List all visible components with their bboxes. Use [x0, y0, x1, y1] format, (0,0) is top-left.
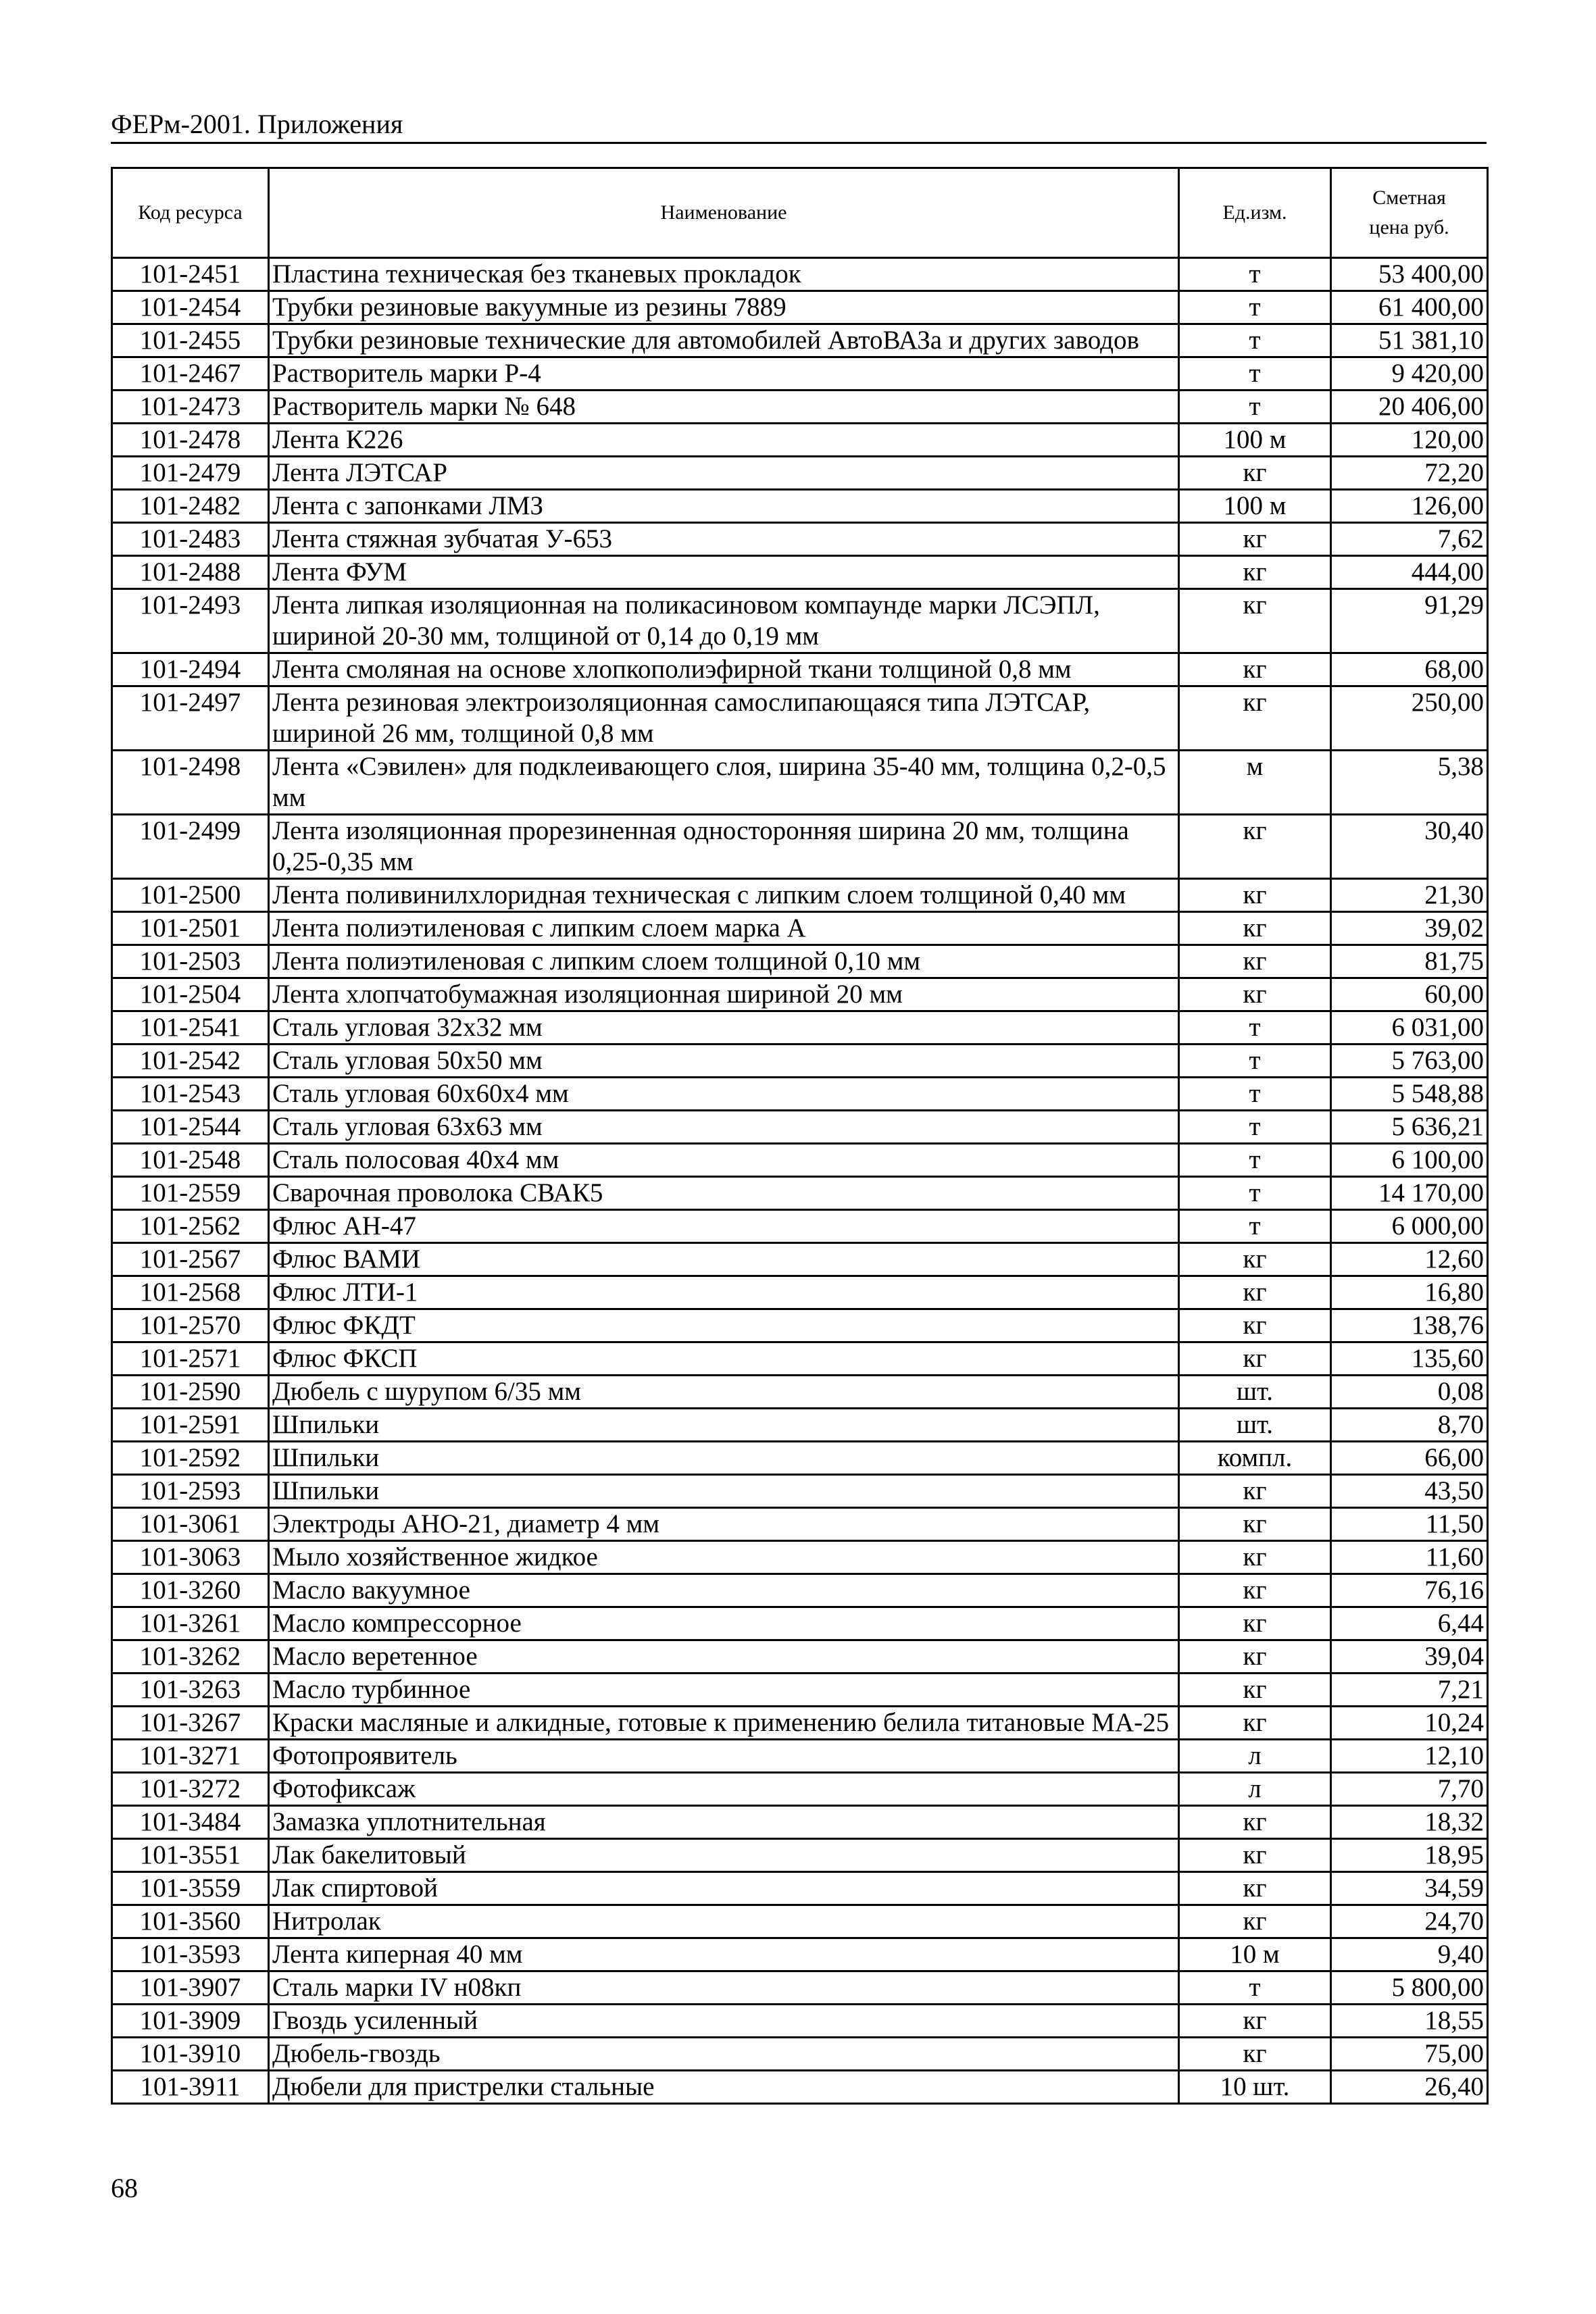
- estimated-price-cell: 18,95: [1331, 1839, 1488, 1872]
- estimated-price-cell: 18,32: [1331, 1806, 1488, 1839]
- unit-cell: кг: [1179, 815, 1331, 879]
- estimated-price-cell: 5 800,00: [1331, 1971, 1488, 2005]
- resource-name-cell: Трубки резиновые вакуумные из резины 7889: [269, 291, 1179, 324]
- unit-cell: кг: [1179, 686, 1331, 751]
- resource-code-cell: 101-2544: [112, 1111, 269, 1144]
- unit-cell: кг: [1179, 589, 1331, 653]
- table-row: [112, 556, 1488, 589]
- resource-code-cell: 101-2494: [112, 653, 269, 686]
- resource-code-cell: 101-2570: [112, 1309, 269, 1342]
- table-row: [112, 2071, 1488, 2104]
- unit-cell: кг: [1179, 457, 1331, 490]
- resource-code-cell: 101-2473: [112, 391, 269, 424]
- unit-cell: т: [1179, 1045, 1331, 1078]
- resource-code-cell: 101-3272: [112, 1773, 269, 1806]
- resource-code-cell: 101-2559: [112, 1177, 269, 1210]
- resource-code-cell: 101-2451: [112, 258, 269, 291]
- unit-cell: кг: [1179, 556, 1331, 589]
- table-row: [112, 1740, 1488, 1773]
- resource-code-cell: 101-3910: [112, 2038, 269, 2071]
- resource-name-cell: Шпильки: [269, 1442, 1179, 1475]
- resource-code-cell: 101-2543: [112, 1078, 269, 1111]
- estimated-price-cell: 9,40: [1331, 1938, 1488, 1971]
- table-row: [112, 1210, 1488, 1243]
- table-row: [112, 1674, 1488, 1707]
- table-row: [112, 1773, 1488, 1806]
- page-number: 68: [111, 2173, 138, 2203]
- unit-cell: кг: [1179, 523, 1331, 556]
- estimated-price-cell: 9 420,00: [1331, 357, 1488, 391]
- resource-name-cell: Лак бакелитовый: [269, 1839, 1179, 1872]
- table-row: [112, 1541, 1488, 1574]
- resource-code-cell: 101-3560: [112, 1905, 269, 1938]
- resource-code-cell: 101-2501: [112, 912, 269, 945]
- resource-name-cell: Шпильки: [269, 1475, 1179, 1508]
- unit-cell: т: [1179, 291, 1331, 324]
- resource-name-cell: Дюбели для пристрелки стальные: [269, 2071, 1179, 2104]
- resource-name-cell: Лента хлопчатобумажная изоляционная шириной 20 мм: [269, 978, 1179, 1011]
- table-row: [112, 1276, 1488, 1309]
- estimated-price-cell: 76,16: [1331, 1574, 1488, 1607]
- resource-code-cell: 101-3262: [112, 1640, 269, 1674]
- resource-name-cell: Сварочная проволока СВАК5: [269, 1177, 1179, 1210]
- unit-cell: т: [1179, 1111, 1331, 1144]
- resource-code-cell: 101-3267: [112, 1707, 269, 1740]
- table-row: [112, 1806, 1488, 1839]
- unit-cell: кг: [1179, 1541, 1331, 1574]
- estimated-price-cell: 250,00: [1331, 686, 1488, 751]
- resource-name-cell: Лак спиртовой: [269, 1872, 1179, 1905]
- resource-name-cell: Лента «Сэвилен» для подклеивающего слоя, ширина 35-40 мм, толщина 0,2-0,5 мм: [269, 751, 1179, 815]
- table-row: [112, 1475, 1488, 1508]
- unit-cell: шт.: [1179, 1409, 1331, 1442]
- unit-cell: кг: [1179, 1574, 1331, 1607]
- table-row: [112, 1574, 1488, 1607]
- unit-cell: кг: [1179, 1243, 1331, 1276]
- table-row: [112, 686, 1488, 751]
- table-row: [112, 1607, 1488, 1640]
- resource-name-cell: Фотофиксаж: [269, 1773, 1179, 1806]
- resource-code-cell: 101-2478: [112, 424, 269, 457]
- unit-cell: кг: [1179, 653, 1331, 686]
- table-row: [112, 1177, 1488, 1210]
- resource-code-cell: 101-2590: [112, 1376, 269, 1409]
- table-row: [112, 523, 1488, 556]
- resource-name-cell: Лента с запонками ЛМЗ: [269, 490, 1179, 523]
- resource-name-cell: Сталь угловая 32х32 мм: [269, 1011, 1179, 1045]
- resource-name-cell: Флюс АН-47: [269, 1210, 1179, 1243]
- resource-name-cell: Лента полиэтиленовая с липким слоем марка А: [269, 912, 1179, 945]
- resource-code-cell: 101-2454: [112, 291, 269, 324]
- table-row: [112, 1243, 1488, 1276]
- estimated-price-cell: 7,21: [1331, 1674, 1488, 1707]
- estimated-price-cell: 66,00: [1331, 1442, 1488, 1475]
- resource-code-cell: 101-2593: [112, 1475, 269, 1508]
- table-row: [112, 1938, 1488, 1971]
- table-row: [112, 1872, 1488, 1905]
- estimated-price-cell: 6 031,00: [1331, 1011, 1488, 1045]
- resource-name-cell: Фотопроявитель: [269, 1740, 1179, 1773]
- estimated-price-cell: 126,00: [1331, 490, 1488, 523]
- resource-name-cell: Сталь марки IV н08кп: [269, 1971, 1179, 2005]
- unit-cell: 10 м: [1179, 1938, 1331, 1971]
- estimated-price-cell: 10,24: [1331, 1707, 1488, 1740]
- table-row: [112, 879, 1488, 912]
- resource-name-cell: Шпильки: [269, 1409, 1179, 1442]
- estimated-price-cell: 43,50: [1331, 1475, 1488, 1508]
- unit-cell: т: [1179, 258, 1331, 291]
- resource-name-cell: Масло вакуумное: [269, 1574, 1179, 1607]
- resource-code-cell: 101-2500: [112, 879, 269, 912]
- estimated-price-cell: 11,50: [1331, 1508, 1488, 1541]
- resource-name-cell: Лента резиновая электроизоляционная самослипающаяся типа ЛЭТСАР, шириной 26 мм, толщиной 0,8 мм: [269, 686, 1179, 751]
- resource-code-cell: 101-2488: [112, 556, 269, 589]
- estimated-price-cell: 24,70: [1331, 1905, 1488, 1938]
- estimated-price-cell: 30,40: [1331, 815, 1488, 879]
- resource-name-cell: Сталь угловая 50х50 мм: [269, 1045, 1179, 1078]
- resource-code-cell: 101-2591: [112, 1409, 269, 1442]
- resource-name-cell: Нитролак: [269, 1905, 1179, 1938]
- resource-name-cell: Лента изоляционная прорезиненная односторонняя ширина 20 мм, толщина 0,25-0,35 мм: [269, 815, 1179, 879]
- resource-code-cell: 101-3271: [112, 1740, 269, 1773]
- unit-cell: кг: [1179, 1707, 1331, 1740]
- resource-name-cell: Сталь угловая 60х60х4 мм: [269, 1078, 1179, 1111]
- resource-name-cell: Дюбель-гвоздь: [269, 2038, 1179, 2071]
- unit-cell: л: [1179, 1773, 1331, 1806]
- resource-name-cell: Лента липкая изоляционная на поликасиновом компаунде марки ЛСЭПЛ, шириной 20-30 мм, толщиной от 0,14 до 0,19 мм: [269, 589, 1179, 653]
- resource-code-cell: 101-3063: [112, 1541, 269, 1574]
- table-row: [112, 1442, 1488, 1475]
- resource-code-cell: 101-2503: [112, 945, 269, 978]
- table-row: [112, 2038, 1488, 2071]
- resource-name-cell: Растворитель марки Р-4: [269, 357, 1179, 391]
- unit-cell: кг: [1179, 1905, 1331, 1938]
- estimated-price-cell: 72,20: [1331, 457, 1488, 490]
- table-row: [112, 457, 1488, 490]
- resource-code-cell: 101-3484: [112, 1806, 269, 1839]
- resource-name-cell: Масло веретенное: [269, 1640, 1179, 1674]
- resource-code-cell: 101-3263: [112, 1674, 269, 1707]
- unit-cell: кг: [1179, 1607, 1331, 1640]
- table-row: [112, 912, 1488, 945]
- resource-code-cell: 101-2504: [112, 978, 269, 1011]
- table-row: [112, 391, 1488, 424]
- header-rule: [111, 142, 1487, 144]
- table-row: [112, 1144, 1488, 1177]
- unit-cell: кг: [1179, 945, 1331, 978]
- resource-code-cell: 101-3593: [112, 1938, 269, 1971]
- resource-code-cell: 101-2493: [112, 589, 269, 653]
- unit-cell: кг: [1179, 2038, 1331, 2071]
- running-header: ФЕРм-2001. Приложения: [111, 109, 403, 139]
- estimated-price-cell: 6 000,00: [1331, 1210, 1488, 1243]
- estimated-price-cell: 34,59: [1331, 1872, 1488, 1905]
- resource-code-cell: 101-3261: [112, 1607, 269, 1640]
- unit-cell: м: [1179, 751, 1331, 815]
- resource-name-cell: Лента смоляная на основе хлопкополиэфирной ткани толщиной 0,8 мм: [269, 653, 1179, 686]
- resource-name-cell: Масло компрессорное: [269, 1607, 1179, 1640]
- table-row: [112, 1508, 1488, 1541]
- estimated-price-cell: 8,70: [1331, 1409, 1488, 1442]
- estimated-price-cell: 0,08: [1331, 1376, 1488, 1409]
- unit-cell: кг: [1179, 2005, 1331, 2038]
- unit-cell: 10 шт.: [1179, 2071, 1331, 2104]
- resource-name-cell: Лента полиэтиленовая с липким слоем толщиной 0,10 мм: [269, 945, 1179, 978]
- estimated-price-cell: 53 400,00: [1331, 258, 1488, 291]
- column-header-name: Наименование: [269, 168, 1179, 258]
- resource-name-cell: Трубки резиновые технические для автомобилей АвтоВАЗа и других заводов: [269, 324, 1179, 357]
- resource-code-cell: 101-2479: [112, 457, 269, 490]
- resource-code-cell: 101-2568: [112, 1276, 269, 1309]
- resource-name-cell: Мыло хозяйственное жидкое: [269, 1541, 1179, 1574]
- unit-cell: кг: [1179, 1640, 1331, 1674]
- column-header-code: Код ресурса: [112, 168, 269, 258]
- resource-name-cell: Лента стяжная зубчатая У-653: [269, 523, 1179, 556]
- resource-code-cell: 101-2499: [112, 815, 269, 879]
- unit-cell: кг: [1179, 1806, 1331, 1839]
- resource-name-cell: Флюс ФКСП: [269, 1342, 1179, 1376]
- resource-code-cell: 101-2482: [112, 490, 269, 523]
- estimated-price-cell: 16,80: [1331, 1276, 1488, 1309]
- unit-cell: т: [1179, 1177, 1331, 1210]
- resource-name-cell: Лента киперная 40 мм: [269, 1938, 1179, 1971]
- unit-cell: шт.: [1179, 1376, 1331, 1409]
- resource-code-cell: 101-3061: [112, 1508, 269, 1541]
- resource-code-cell: 101-2567: [112, 1243, 269, 1276]
- resource-name-cell: Пластина техническая без тканевых прокладок: [269, 258, 1179, 291]
- table-row: [112, 258, 1488, 291]
- estimated-price-cell: 12,60: [1331, 1243, 1488, 1276]
- estimated-price-cell: 6 100,00: [1331, 1144, 1488, 1177]
- unit-cell: 100 м: [1179, 424, 1331, 457]
- resource-code-cell: 101-3551: [112, 1839, 269, 1872]
- resource-name-cell: Флюс ФКДТ: [269, 1309, 1179, 1342]
- table-row: [112, 1011, 1488, 1045]
- estimated-price-cell: 18,55: [1331, 2005, 1488, 2038]
- estimated-price-cell: 91,29: [1331, 589, 1488, 653]
- unit-cell: кг: [1179, 1342, 1331, 1376]
- resource-code-cell: 101-2562: [112, 1210, 269, 1243]
- estimated-price-cell: 26,40: [1331, 2071, 1488, 2104]
- resource-name-cell: Сталь полосовая 40х4 мм: [269, 1144, 1179, 1177]
- estimated-price-cell: 138,76: [1331, 1309, 1488, 1342]
- unit-cell: кг: [1179, 1508, 1331, 1541]
- resource-code-cell: 101-2592: [112, 1442, 269, 1475]
- resource-code-cell: 101-3260: [112, 1574, 269, 1607]
- resource-code-cell: 101-3909: [112, 2005, 269, 2038]
- estimated-price-cell: 61 400,00: [1331, 291, 1488, 324]
- table-row: [112, 1971, 1488, 2005]
- estimated-price-cell: 60,00: [1331, 978, 1488, 1011]
- table-row: [112, 1078, 1488, 1111]
- resource-name-cell: Дюбель с шурупом 6/35 мм: [269, 1376, 1179, 1409]
- resource-code-cell: 101-2467: [112, 357, 269, 391]
- table-row: [112, 1309, 1488, 1342]
- resource-name-cell: Сталь угловая 63х63 мм: [269, 1111, 1179, 1144]
- table-row: [112, 2005, 1488, 2038]
- resource-name-cell: Масло турбинное: [269, 1674, 1179, 1707]
- table-row: [112, 324, 1488, 357]
- table-row: [112, 1640, 1488, 1674]
- estimated-price-cell: 12,10: [1331, 1740, 1488, 1773]
- estimated-price-cell: 81,75: [1331, 945, 1488, 978]
- estimated-price-cell: 68,00: [1331, 653, 1488, 686]
- table-row: [112, 1905, 1488, 1938]
- estimated-price-cell: 75,00: [1331, 2038, 1488, 2071]
- table-row: [112, 1376, 1488, 1409]
- table-row: [112, 978, 1488, 1011]
- table-header-row: [112, 168, 1488, 258]
- estimated-price-cell: 39,02: [1331, 912, 1488, 945]
- unit-cell: т: [1179, 1011, 1331, 1045]
- unit-cell: т: [1179, 1144, 1331, 1177]
- resource-name-cell: Лента К226: [269, 424, 1179, 457]
- unit-cell: кг: [1179, 978, 1331, 1011]
- resource-code-cell: 101-3907: [112, 1971, 269, 2005]
- estimated-price-cell: 5 763,00: [1331, 1045, 1488, 1078]
- unit-cell: кг: [1179, 1674, 1331, 1707]
- table-row: [112, 357, 1488, 391]
- table-row: [112, 1342, 1488, 1376]
- table-row: [112, 589, 1488, 653]
- estimated-price-cell: 39,04: [1331, 1640, 1488, 1674]
- resource-name-cell: Электроды АНО-21, диаметр 4 мм: [269, 1508, 1179, 1541]
- table-row: [112, 1111, 1488, 1144]
- resource-code-cell: 101-2541: [112, 1011, 269, 1045]
- estimated-price-cell: 20 406,00: [1331, 391, 1488, 424]
- unit-cell: т: [1179, 1210, 1331, 1243]
- estimated-price-cell: 7,62: [1331, 523, 1488, 556]
- estimated-price-cell: 444,00: [1331, 556, 1488, 589]
- estimated-price-cell: 51 381,10: [1331, 324, 1488, 357]
- resource-code-cell: 101-3559: [112, 1872, 269, 1905]
- estimated-price-cell: 135,60: [1331, 1342, 1488, 1376]
- estimated-price-cell: 14 170,00: [1331, 1177, 1488, 1210]
- resource-price-table: [111, 167, 1489, 2105]
- column-header-unit: Ед.изм.: [1179, 168, 1331, 258]
- unit-cell: кг: [1179, 1872, 1331, 1905]
- resource-name-cell: Лента ФУМ: [269, 556, 1179, 589]
- unit-cell: кг: [1179, 1839, 1331, 1872]
- unit-cell: т: [1179, 357, 1331, 391]
- unit-cell: компл.: [1179, 1442, 1331, 1475]
- resource-code-cell: 101-2498: [112, 751, 269, 815]
- table-row: [112, 945, 1488, 978]
- unit-cell: кг: [1179, 912, 1331, 945]
- resource-code-cell: 101-2548: [112, 1144, 269, 1177]
- estimated-price-cell: 11,60: [1331, 1541, 1488, 1574]
- estimated-price-cell: 5 548,88: [1331, 1078, 1488, 1111]
- table-row: [112, 1707, 1488, 1740]
- resource-name-cell: Флюс ЛТИ-1: [269, 1276, 1179, 1309]
- table-row: [112, 1839, 1488, 1872]
- unit-cell: 100 м: [1179, 490, 1331, 523]
- table-row: [112, 1045, 1488, 1078]
- unit-cell: кг: [1179, 1276, 1331, 1309]
- resource-code-cell: 101-2571: [112, 1342, 269, 1376]
- resource-code-cell: 101-2455: [112, 324, 269, 357]
- table-row: [112, 751, 1488, 815]
- estimated-price-cell: 6,44: [1331, 1607, 1488, 1640]
- estimated-price-cell: 7,70: [1331, 1773, 1488, 1806]
- table-row: [112, 490, 1488, 523]
- resource-name-cell: Растворитель марки № 648: [269, 391, 1179, 424]
- unit-cell: кг: [1179, 879, 1331, 912]
- column-header-price: Сметная цена руб.: [1331, 168, 1488, 258]
- unit-cell: т: [1179, 391, 1331, 424]
- unit-cell: т: [1179, 1971, 1331, 2005]
- table-row: [112, 1409, 1488, 1442]
- resource-code-cell: 101-2483: [112, 523, 269, 556]
- unit-cell: т: [1179, 1078, 1331, 1111]
- estimated-price-cell: 5 636,21: [1331, 1111, 1488, 1144]
- resource-code-cell: 101-2542: [112, 1045, 269, 1078]
- resource-name-cell: Лента поливинилхлоридная техническая с липким слоем толщиной 0,40 мм: [269, 879, 1179, 912]
- estimated-price-cell: 21,30: [1331, 879, 1488, 912]
- resource-name-cell: Замазка уплотнительная: [269, 1806, 1179, 1839]
- unit-cell: л: [1179, 1740, 1331, 1773]
- table-row: [112, 653, 1488, 686]
- resource-name-cell: Краски масляные и алкидные, готовые к применению белила титановые МА-25: [269, 1707, 1179, 1740]
- table-row: [112, 424, 1488, 457]
- estimated-price-cell: 120,00: [1331, 424, 1488, 457]
- resource-code-cell: 101-2497: [112, 686, 269, 751]
- resource-name-cell: Лента ЛЭТСАР: [269, 457, 1179, 490]
- resource-name-cell: Флюс ВАМИ: [269, 1243, 1179, 1276]
- table-row: [112, 291, 1488, 324]
- table-row: [112, 815, 1488, 879]
- unit-cell: кг: [1179, 1475, 1331, 1508]
- unit-cell: кг: [1179, 1309, 1331, 1342]
- resource-name-cell: Гвоздь усиленный: [269, 2005, 1179, 2038]
- resource-code-cell: 101-3911: [112, 2071, 269, 2104]
- unit-cell: т: [1179, 324, 1331, 357]
- estimated-price-cell: 5,38: [1331, 751, 1488, 815]
